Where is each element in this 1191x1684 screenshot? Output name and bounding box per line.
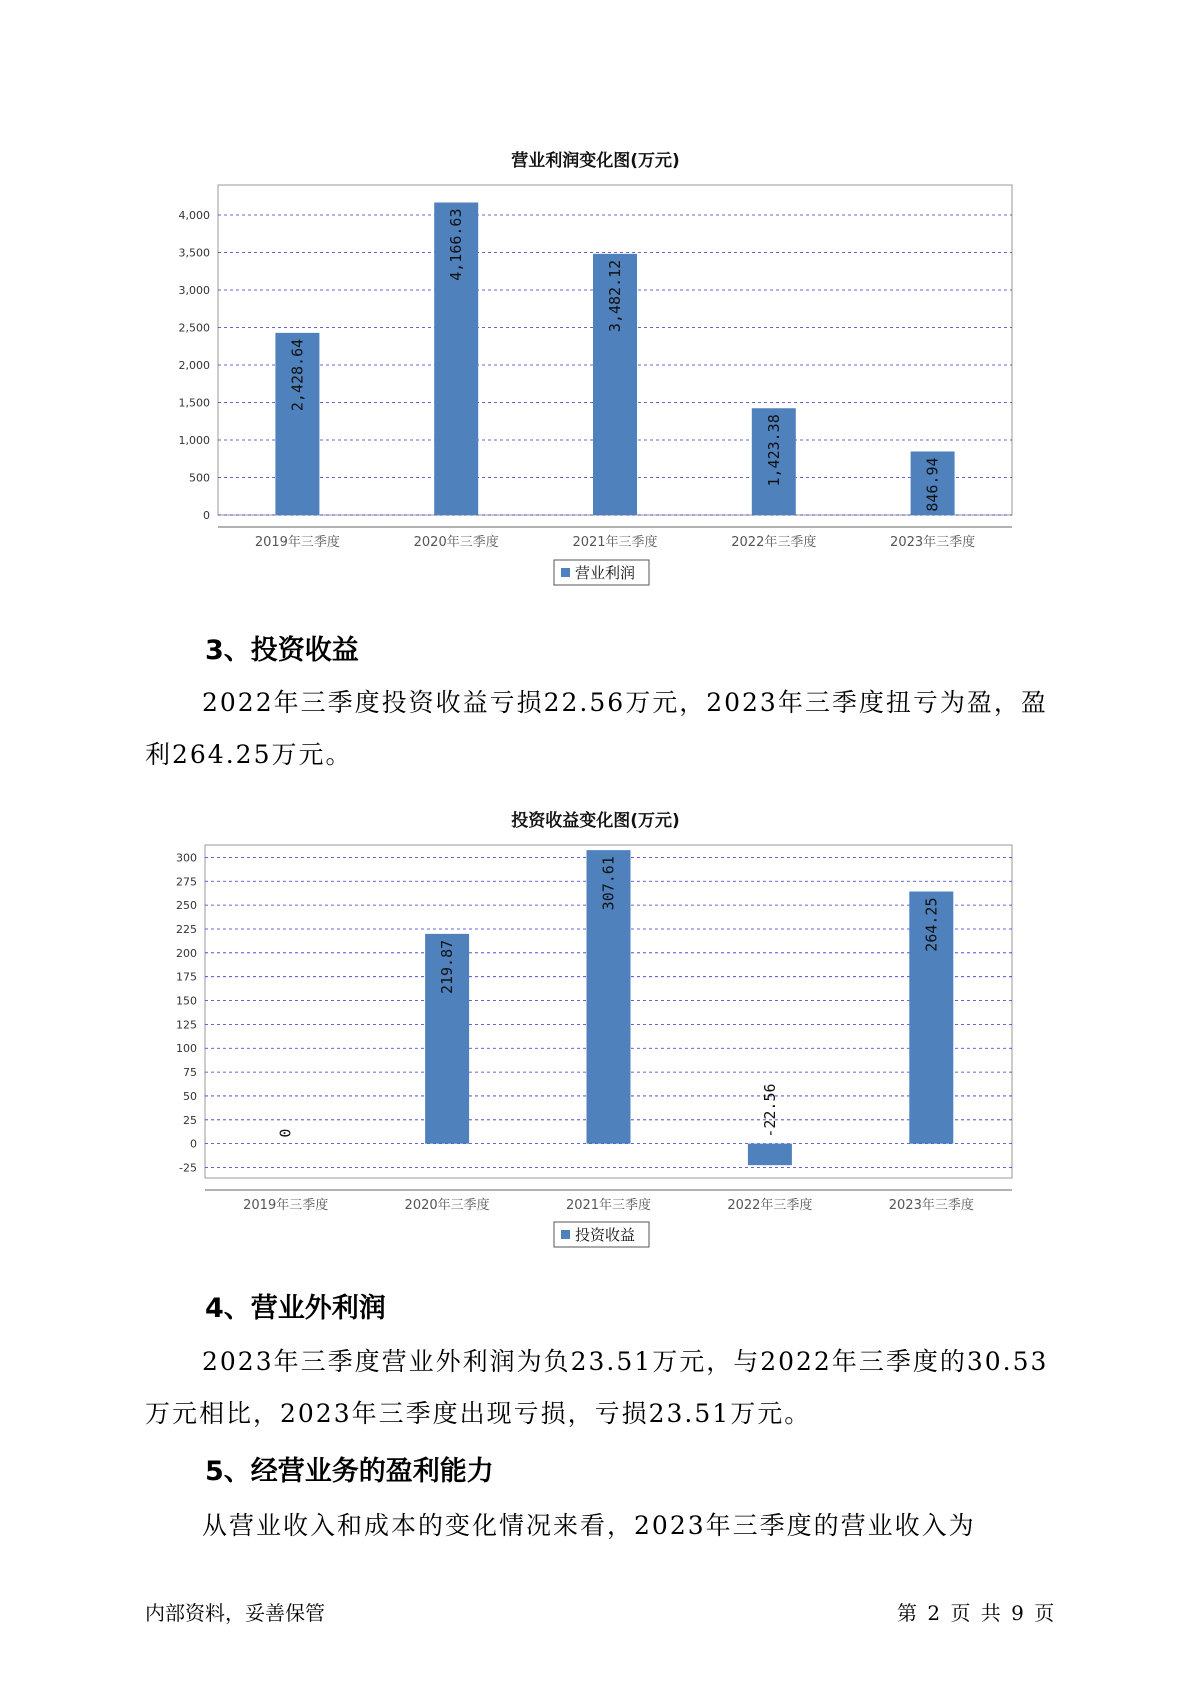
y-tick-label: 2,000: [178, 359, 210, 372]
x-tick-label: 2020年三季度: [413, 535, 499, 550]
y-tick-label: 100: [176, 1042, 197, 1056]
y-tick-label: -25: [179, 1161, 197, 1175]
x-tick-label: 2022年三季度: [727, 1198, 813, 1213]
y-tick-label: 3,500: [178, 246, 210, 260]
bar-2022年三季度: [748, 1144, 792, 1166]
x-tick-label: 2019年三季度: [243, 1198, 329, 1213]
x-tick-label: 2019年三季度: [254, 535, 340, 550]
x-tick-label: 2023年三季度: [890, 535, 976, 550]
y-tick-label: 0: [190, 1137, 197, 1151]
y-tick-label: 25: [183, 1113, 197, 1127]
y-tick-label: 500: [189, 471, 210, 485]
section-5-paragraph: 从营业收入和成本的变化情况来看，2023年三季度的营业收入为: [202, 1511, 976, 1540]
data-label: -22.56: [760, 1083, 779, 1138]
data-label: 3,482.12: [606, 259, 624, 333]
x-tick-label: 2021年三季度: [565, 1198, 652, 1213]
footer-confidential-note: 内部资料，妥善保管: [145, 1601, 325, 1625]
y-tick-label: 2,500: [178, 321, 210, 335]
data-label: 2,428.64: [288, 338, 307, 412]
chart2-title: 投资收益变化图(万元): [511, 811, 680, 831]
y-tick-label: 1,000: [178, 434, 210, 447]
operating-profit-chart: [0, 175, 1191, 595]
legend-swatch: [561, 1230, 570, 1239]
y-tick-label: 3,000: [178, 284, 210, 297]
y-tick-label: 0: [203, 509, 210, 522]
section-3-heading: 3、投资收益: [205, 635, 359, 666]
y-tick-label: 175: [176, 970, 197, 984]
y-tick-label: 275: [176, 875, 197, 889]
section-4-heading: 4、营业外利润: [205, 1293, 386, 1324]
x-tick-label: 2022年三季度: [731, 535, 817, 550]
investment-income-chart: [0, 835, 1191, 1255]
data-label: 264.25: [922, 897, 941, 952]
legend-label: 投资收益: [575, 1226, 636, 1244]
y-tick-label: 50: [183, 1089, 197, 1103]
y-tick-label: 200: [176, 946, 197, 960]
data-label: 219.87: [438, 939, 457, 995]
x-tick-label: 2023年三季度: [888, 1198, 974, 1213]
y-tick-label: 225: [176, 922, 197, 936]
data-label: 1,423.38: [764, 414, 783, 487]
data-label: 307.61: [599, 856, 618, 911]
legend-label: 营业利润: [575, 564, 636, 582]
y-tick-label: 150: [176, 994, 197, 1008]
x-tick-label: 2020年三季度: [404, 1198, 490, 1213]
x-tick-label: 2021年三季度: [572, 535, 658, 550]
y-tick-label: 75: [183, 1066, 197, 1080]
y-tick-label: 125: [176, 1018, 197, 1032]
section-3-paragraph: 2022年三季度投资收益亏损22.56万元，2023年三季度扭亏为盈，盈利264.25万元。: [145, 688, 1048, 769]
legend-swatch: [561, 568, 570, 577]
chart1-title: 营业利润变化图(万元): [511, 151, 680, 171]
y-tick-label: 1,500: [178, 396, 210, 410]
data-label: 846.94: [923, 457, 942, 512]
y-tick-label: 4,000: [178, 209, 210, 222]
y-tick-label: 300: [176, 851, 197, 865]
section-4-paragraph: 2023年三季度营业外利润为负23.51万元，与2022年三季度的30.53万元相比，2023年三季度出现亏损，亏损23.51万元。: [145, 1347, 1049, 1428]
data-label: 4,166.63: [447, 208, 466, 281]
footer-page-number: 第 2 页 共 9 页: [897, 1601, 1055, 1625]
section-5-heading: 5、经营业务的盈利能力: [205, 1456, 494, 1487]
y-tick-label: 250: [176, 899, 197, 913]
data-label: 0: [276, 1128, 295, 1138]
